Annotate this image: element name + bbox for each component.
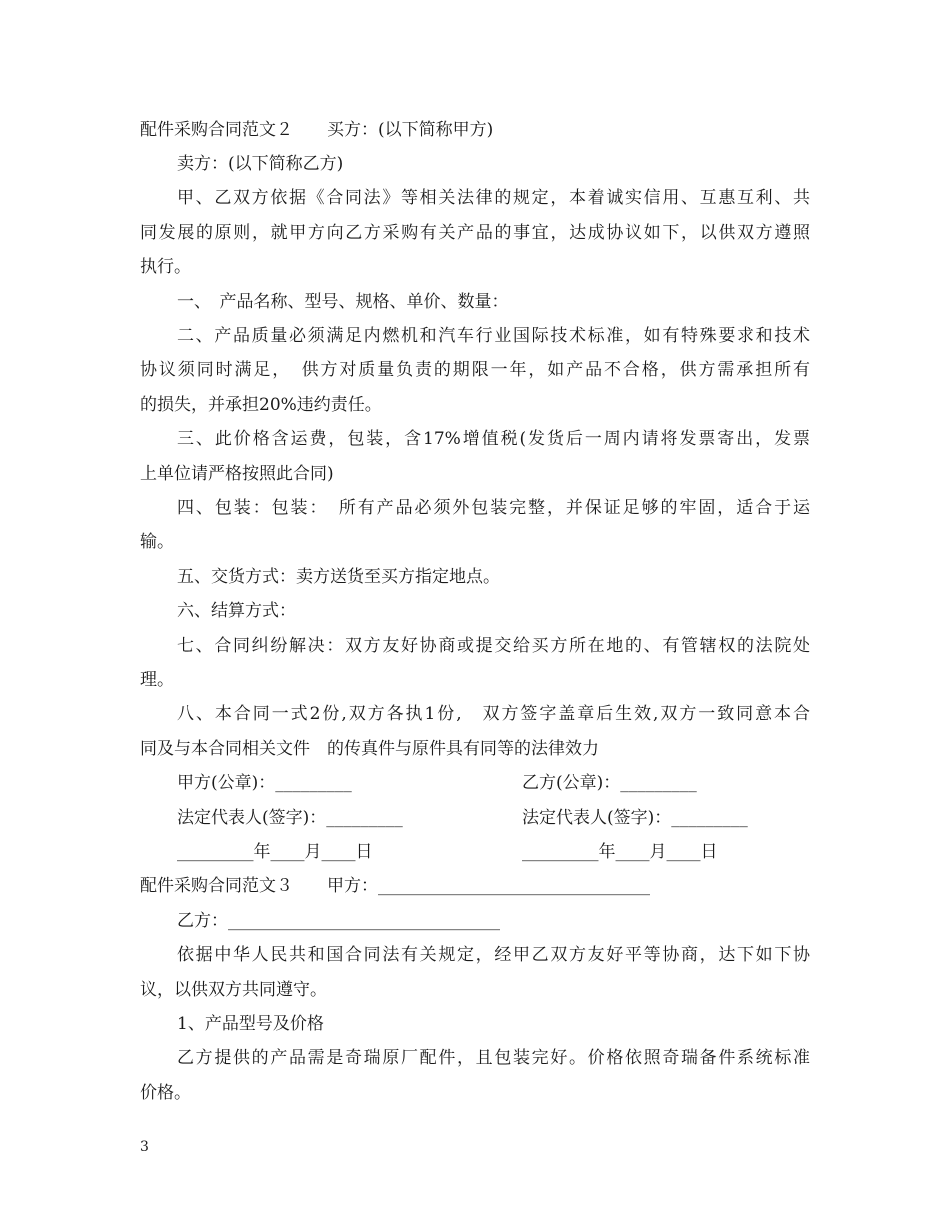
doc-line: 七、合同纠纷解决：双方友好协商或提交给买方所在地的、有管辖权的法院处 <box>177 636 810 656</box>
party-a-seal: 甲方(公章)：_________ <box>177 773 352 793</box>
doc-line: 乙方：________________________________ <box>177 911 500 931</box>
doc-line: 卖方：(以下简称乙方) <box>177 154 344 174</box>
doc-line: 五、交货方式：卖方送货至买方指定地点。 <box>177 567 500 587</box>
party-a-date: _________年____月____日 <box>177 842 373 862</box>
doc-line: 一、 产品名称、型号、规格、单价、数量： <box>177 292 509 312</box>
doc-line: 价格。 <box>140 1083 191 1103</box>
party-a-rep: 法定代表人(签字)：_________ <box>177 808 403 828</box>
page-number: 3 <box>140 1139 149 1155</box>
doc-line: 执行。 <box>140 257 191 277</box>
doc-line: 依据中华人民共和国合同法有关规定，经甲乙双方友好平等协商，达下如下协 <box>177 945 810 965</box>
doc-line: 六、结算方式： <box>177 601 296 621</box>
doc-line: 配件采购合同范文３ 甲方：________________________________ <box>140 876 650 896</box>
doc-line: 八、本合同一式2份,双方各执1份, 双方签字盖章后生效,双方一致同意本合 <box>177 704 810 724</box>
doc-line: 同及与本合同相关文件 的传真件与原件具有同等的法律效力 <box>140 739 599 759</box>
doc-line: 协议须同时满足， 供方对质量负责的期限一年，如产品不合格，供方需承担所有 <box>140 360 810 380</box>
doc-line: 输。 <box>140 532 174 552</box>
doc-line: 二、产品质量必须满足内燃机和汽车行业国际技术标准，如有特殊要求和技术 <box>177 326 810 346</box>
doc-line: 的损失，并承担20%违约责任。 <box>140 395 382 415</box>
party-b-rep: 法定代表人(签字)：_________ <box>522 808 748 828</box>
party-b-seal: 乙方(公章)：_________ <box>522 773 697 793</box>
party-b-date: _________年____月____日 <box>522 842 718 862</box>
doc-line: 三、此价格含运费，包装，含17%增值税(发货后一周内请将发票寄出，发票 <box>177 429 810 449</box>
doc-line: 四、包装：包装： 所有产品必须外包装完整，并保证足够的牢固，适合于运 <box>177 498 810 518</box>
doc-line: 甲、乙双方依据《合同法》等相关法律的规定，本着诚实信用、互惠互利、共 <box>177 188 810 208</box>
doc-line: 配件采购合同范文２ 买方：(以下简称甲方) <box>140 120 494 140</box>
doc-line: 同发展的原则，就甲方向乙方采购有关产品的事宜，达成协议如下，以供双方遵照 <box>140 223 810 243</box>
doc-line: 议，以供双方共同遵守。 <box>140 980 327 1000</box>
doc-line: 1、产品型号及价格 <box>177 1014 324 1034</box>
doc-line: 理。 <box>140 670 174 690</box>
doc-line: 上单位请严格按照此合同) <box>140 464 334 484</box>
doc-line: 乙方提供的产品需是奇瑞原厂配件，且包装完好。价格依照奇瑞备件系统标准 <box>177 1048 810 1068</box>
